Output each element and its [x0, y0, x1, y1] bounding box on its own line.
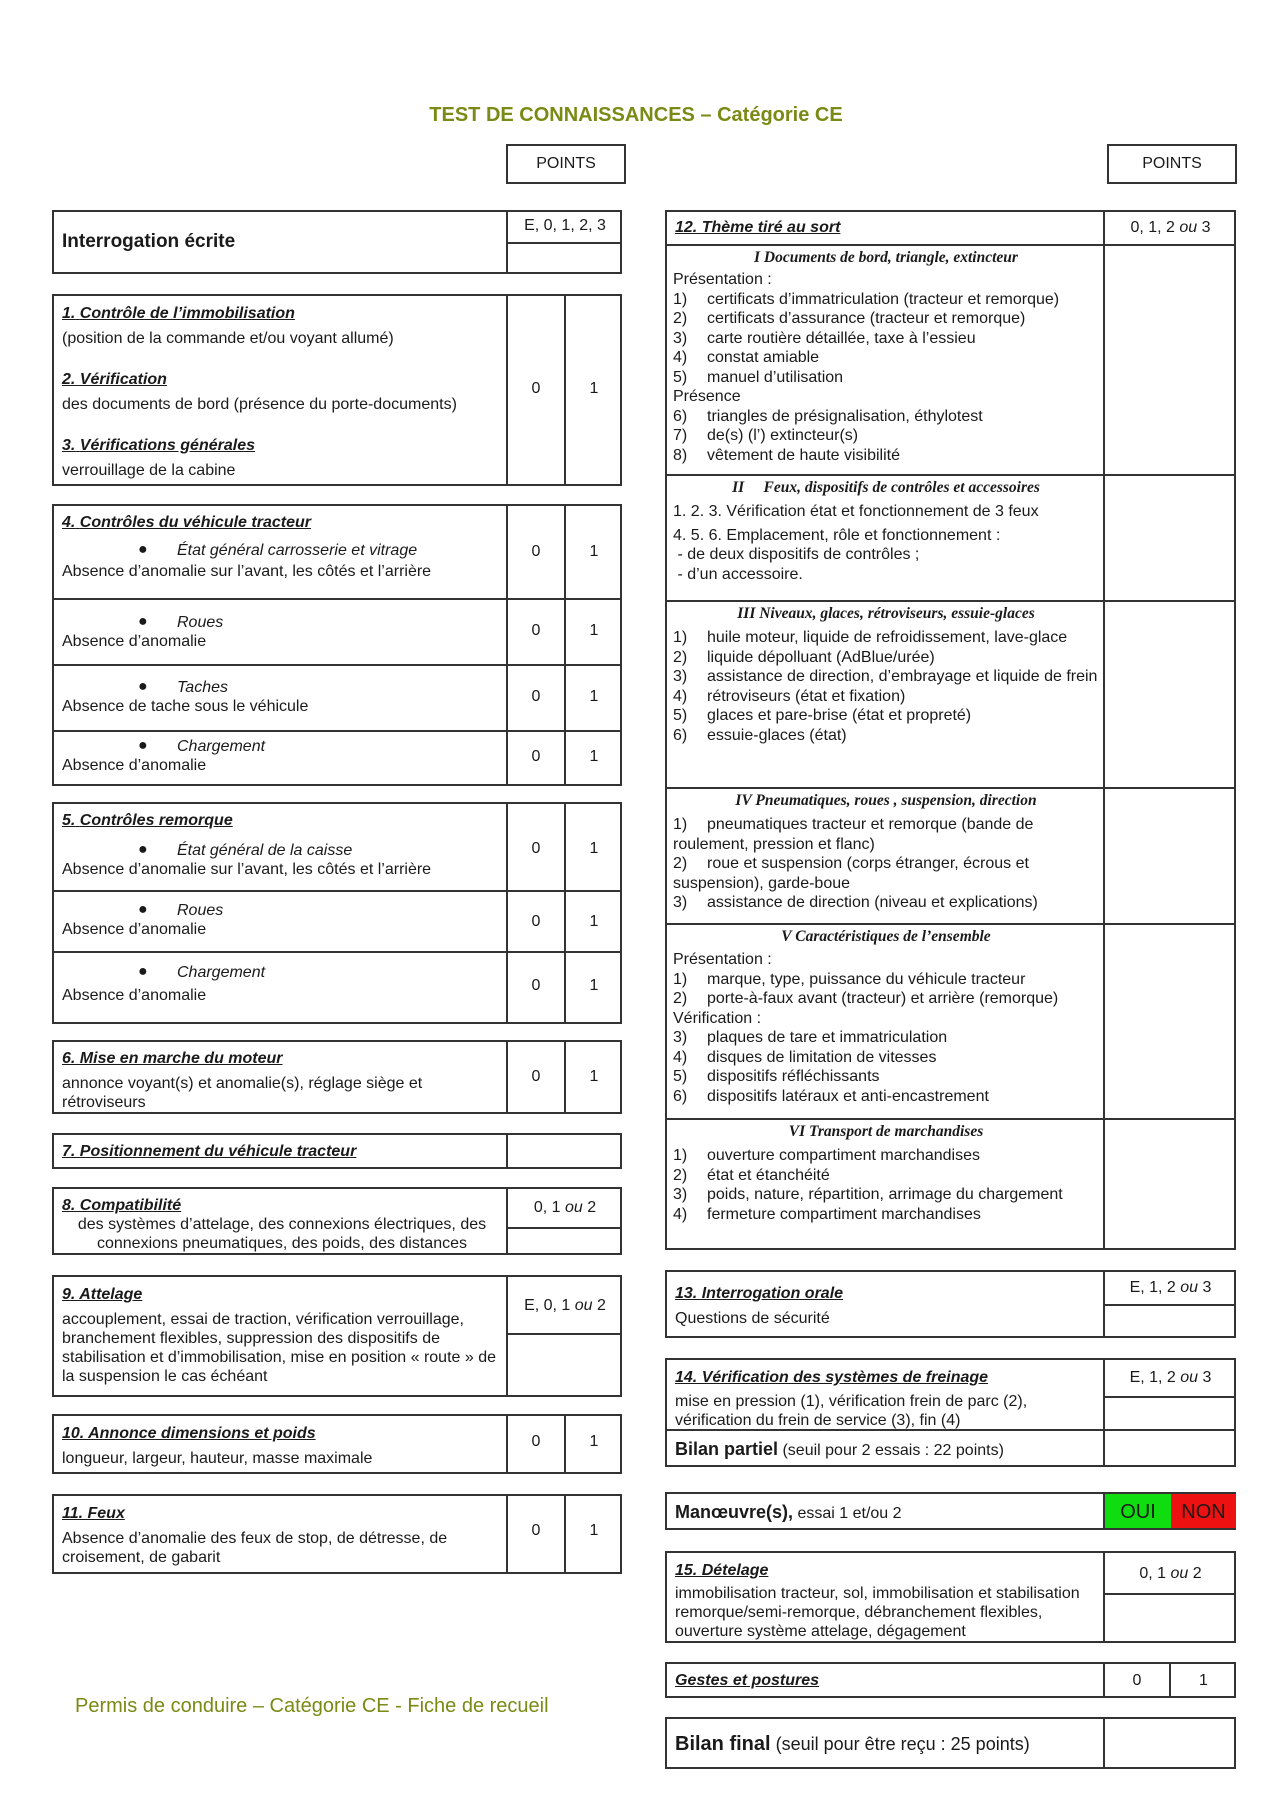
check-label: Roues	[177, 614, 224, 631]
points-header-left: POINTS	[506, 144, 626, 184]
uncoupling-score-field[interactable]	[1105, 1595, 1236, 1641]
score-1-option[interactable]: 1	[589, 622, 599, 639]
item-14-text: mise en pression (1), vérification frein de parc (2), vérification du frein de service (3), fin (4)	[675, 1393, 1028, 1429]
partial-total-field[interactable]	[1105, 1431, 1236, 1465]
item-3-text: verrouillage de la cabine	[62, 462, 236, 479]
item-11-heading: 11. Feux	[62, 1505, 125, 1522]
theme-section-3	[673, 604, 1099, 745]
item-15-heading: 15. Dételage	[675, 1562, 769, 1579]
gestures-heading: Gestes et postures	[675, 1672, 820, 1689]
theme-section-5	[673, 927, 1099, 1106]
theme-section-1	[673, 248, 1099, 465]
theme-line	[673, 1166, 1099, 1186]
written-test-scale: E, 0, 1, 2, 3	[524, 217, 606, 234]
item-15-text: immobilisation tracteur, sol, immobilisation et stabilisation remorque/semi-remorque, débranchement flexibles, ouverture système attelage, dégagement	[675, 1585, 1080, 1640]
line-text: assistance de direction (niveau et explications)	[707, 894, 1038, 911]
item-10-heading: 10. Annonce dimensions et poids	[62, 1425, 316, 1442]
theme-line	[673, 446, 1099, 466]
line-text: poids, nature, répartition, arrimage du chargement	[707, 1186, 1063, 1203]
theme-1-score-field[interactable]	[1105, 246, 1236, 474]
theme-line	[673, 706, 1099, 726]
brake-score-field[interactable]	[1105, 1398, 1236, 1432]
partial-total-label: Bilan partiel (seuil pour 2 essais : 22 points)	[675, 1439, 1004, 1459]
line-text: glaces et pare-brise (état et propreté)	[707, 707, 972, 724]
line-number: 1)	[673, 970, 688, 988]
line-number: 4)	[673, 349, 688, 366]
line-number: 8)	[673, 446, 688, 464]
theme-line	[673, 1205, 1099, 1225]
item-14-heading: 14. Vérification des systèmes de freinage	[675, 1369, 989, 1386]
theme-line	[673, 1048, 1099, 1068]
check-label: État général de la caisse	[177, 842, 353, 859]
check-text: Absence d’anomalie sur l’avant, les côtés et l’arrière	[62, 861, 432, 878]
line-text: assistance de direction, d’embrayage et liquide de frein	[707, 668, 1098, 685]
maneuver-label: Manœuvre(s), essai 1 et/ou 2	[675, 1502, 902, 1522]
line-number: 4)	[673, 1048, 688, 1066]
line-number: 2)	[673, 310, 688, 327]
score-0-option[interactable]: 0	[531, 748, 541, 765]
line-number: 3)	[673, 1186, 688, 1203]
line-number: 5)	[673, 707, 688, 724]
theme-line	[673, 1009, 1099, 1029]
score-0-option[interactable]: 0	[531, 913, 541, 930]
line-text: liquide dépolluant (AdBlue/urée)	[707, 648, 935, 666]
theme-line	[673, 1028, 1099, 1048]
line-number: 1)	[673, 290, 688, 308]
line-number: 2)	[673, 648, 688, 666]
bullet-icon: ●	[138, 737, 148, 754]
theme-section-2	[673, 478, 1099, 584]
line-number: 5)	[673, 1068, 688, 1085]
check-label: État général carrosserie et vitrage	[177, 542, 418, 559]
item-13-text: Questions de sécurité	[675, 1310, 830, 1327]
bullet-icon: ●	[138, 678, 148, 695]
item-12-scale: 0, 1, 2 ou 3	[1130, 219, 1211, 236]
line-text: Présence	[673, 388, 741, 405]
score-1-option[interactable]: 1	[589, 748, 599, 765]
positioning-box	[52, 1133, 622, 1169]
line-number: 2)	[673, 1166, 688, 1184]
section-title: III Niveaux, glaces, rétroviseurs, essuie-glaces	[737, 605, 1035, 622]
line-number: 4)	[673, 1205, 688, 1223]
theme-section-4	[673, 791, 1099, 913]
theme-line	[673, 950, 1099, 970]
item-9-text: accouplement, essai de traction, vérification verrouillage, branchement flexibles, suppression des dispositifs de stabilisation et d’immobilisation, mise en position « route » de la suspension le cas échéant	[62, 1311, 497, 1385]
line-text: dispositifs réfléchissants	[707, 1068, 880, 1085]
line-text: carte routière détaillée, taxe à l’essieu	[707, 329, 976, 347]
score-0-option[interactable]: 0	[531, 1068, 541, 1085]
line-number: 4)	[673, 687, 688, 705]
bullet-icon: ●	[138, 963, 148, 980]
line-number: 3)	[673, 329, 688, 347]
score-1-option[interactable]: 1	[589, 977, 599, 994]
line-number: 1)	[673, 1147, 688, 1164]
score-1-option[interactable]: 1	[589, 840, 599, 857]
line-text: Présentation :	[673, 271, 772, 288]
line-text: pneumatiques tracteur et remorque (bande de roulement, pression et flanc)	[673, 816, 1034, 853]
item-10-text: longueur, largeur, hauteur, masse maximale	[62, 1450, 373, 1467]
score-1-option[interactable]: 1	[589, 688, 599, 705]
line-number: 6)	[673, 726, 688, 744]
maneuver-box	[665, 1492, 1236, 1530]
footer-caption: Permis de conduire – Catégorie CE - Fiche de recueil	[75, 1695, 549, 1717]
theme-line	[673, 1146, 1099, 1166]
item-8-text: des systèmes d’attelage, des connexions électriques, des connexions pneumatiques, des poids, des distances	[77, 1216, 487, 1252]
coupling-box	[52, 1275, 622, 1397]
line-text: vêtement de haute visibilité	[707, 446, 900, 464]
item-8-heading: 8. Compatibilité	[62, 1197, 182, 1214]
line-text: état et étanchéité	[707, 1166, 830, 1184]
coupling-score-field[interactable]	[508, 1335, 622, 1395]
theme-3-score-field[interactable]	[1105, 602, 1236, 787]
written-test-title: Interrogation écrite	[62, 231, 236, 252]
score-0-option[interactable]: 0	[531, 543, 541, 560]
theme-6-score-field[interactable]	[1105, 1120, 1236, 1248]
lights-box	[52, 1494, 622, 1574]
check-label: Roues	[177, 902, 224, 919]
item-13-heading: 13. Interrogation orale	[675, 1285, 844, 1302]
section-title: VI Transport de marchandises	[788, 1123, 984, 1140]
theme-line	[673, 1067, 1099, 1087]
item-6-text: annonce voyant(s) et anomalie(s), réglage siège et rétroviseurs	[62, 1075, 423, 1111]
line-number: 1)	[673, 629, 688, 646]
score-1-option[interactable]: 1	[589, 1522, 599, 1539]
bullet-icon: ●	[138, 541, 148, 558]
theme-line	[673, 726, 1099, 746]
line-text: essuie-glaces (état)	[707, 726, 847, 744]
score-0-option[interactable]: 0	[531, 622, 541, 639]
score-1-option[interactable]: 1	[589, 1433, 599, 1450]
score-0-option[interactable]: 0	[531, 840, 541, 857]
score-0-option[interactable]: 0	[1132, 1672, 1142, 1689]
line-text: certificats d’immatriculation (tracteur et remorque)	[707, 290, 1060, 308]
line-text: - de deux dispositifs de contrôles ;	[673, 546, 920, 563]
bullet-icon: ●	[138, 613, 148, 630]
written-test-box	[52, 210, 622, 274]
theme-line	[673, 648, 1099, 668]
item-1-text: (position de la commande et/ou voyant allumé)	[62, 330, 394, 347]
line-text: - d’un accessoire.	[673, 565, 803, 583]
check-text: Absence d’anomalie	[62, 633, 207, 650]
theme-line	[673, 526, 1099, 546]
line-text: rétroviseurs (état et fixation)	[707, 687, 906, 705]
theme-line	[673, 1087, 1099, 1107]
theme-4-score-field[interactable]	[1105, 789, 1236, 923]
item-3-heading: 3. Vérifications générales	[62, 437, 255, 454]
check-text: Absence de tache sous le véhicule	[62, 698, 309, 715]
item-7-heading: 7. Positionnement du véhicule tracteur	[62, 1143, 357, 1160]
line-text: certificats d’assurance (tracteur et remorque)	[707, 310, 1026, 327]
check-text: Absence d’anomalie sur l’avant, les côtés et l’arrière	[62, 563, 432, 580]
theme-2-score-field[interactable]	[1105, 476, 1236, 600]
line-text: 4. 5. 6. Emplacement, rôle et fonctionnement :	[673, 526, 1001, 544]
line-text: Présentation :	[673, 951, 772, 968]
line-text: huile moteur, liquide de refroidissement, lave-glace	[707, 629, 1068, 646]
item-2-heading: 2. Vérification	[62, 371, 167, 388]
tractor-checks-box	[52, 504, 622, 786]
line-number: 3)	[673, 1029, 688, 1046]
line-text: manuel d’utilisation	[707, 368, 844, 386]
theme-line	[673, 667, 1099, 687]
line-text: fermeture compartiment marchandises	[707, 1205, 981, 1223]
final-total-label: Bilan final (seuil pour être reçu : 25 points)	[675, 1733, 1030, 1755]
check-label: Chargement	[177, 964, 266, 981]
line-text: 1. 2. 3. Vérification état et fonctionnement de 3 feux	[673, 503, 1039, 520]
check-text: Absence d’anomalie	[62, 757, 207, 774]
theme-section-6	[673, 1122, 1099, 1224]
line-text: de(s) (l’) extincteur(s)	[707, 427, 859, 444]
theme-line	[673, 893, 1099, 913]
theme-line	[673, 502, 1099, 522]
section-title: II Feux, dispositifs de contrôles et accessoires	[732, 479, 1040, 496]
item-8-scale: 0, 1 ou 2	[533, 1199, 597, 1216]
gestures-box	[665, 1662, 1236, 1698]
theme-line	[673, 270, 1099, 290]
oral-questions-box	[665, 1270, 1236, 1338]
line-number: 2)	[673, 990, 688, 1007]
score-0-option[interactable]: 0	[531, 380, 541, 397]
line-number: 6)	[673, 1087, 688, 1105]
theme-line	[673, 989, 1099, 1009]
check-text: Absence d’anomalie	[62, 921, 207, 938]
theme-line	[673, 1185, 1099, 1205]
score-1-option[interactable]: 1	[589, 543, 599, 560]
score-0-option[interactable]: 0	[531, 688, 541, 705]
line-text: disques de limitation de vitesses	[707, 1048, 937, 1066]
score-0-option[interactable]: 0	[531, 1433, 541, 1450]
line-text: porte-à-faux avant (tracteur) et arrière (remorque)	[707, 990, 1059, 1007]
maneuver-no-option[interactable]: NON	[1171, 1494, 1236, 1528]
score-0-option[interactable]: 0	[531, 1522, 541, 1539]
theme-line	[673, 426, 1099, 446]
item-6-heading: 6. Mise en marche du moteur	[62, 1050, 283, 1067]
theme-line	[673, 545, 1099, 565]
line-number: 7)	[673, 427, 688, 444]
line-number: 1)	[673, 816, 688, 833]
score-0-option[interactable]: 0	[531, 977, 541, 994]
theme-line	[673, 387, 1099, 407]
dimensions-box	[52, 1414, 622, 1474]
line-number: 2)	[673, 855, 688, 872]
section-title: V Caractéristiques de l’ensemble	[781, 928, 991, 945]
positioning-score-field[interactable]	[508, 1135, 622, 1167]
theme-line	[673, 309, 1099, 329]
line-text: plaques de tare et immatriculation	[707, 1029, 948, 1046]
line-number: 5)	[673, 368, 688, 386]
compatibility-box	[52, 1187, 622, 1255]
checks-1-3-box	[52, 294, 622, 486]
check-label: Taches	[177, 679, 228, 696]
line-text: marque, type, puissance du véhicule tracteur	[707, 970, 1026, 988]
points-header-right: POINTS	[1107, 144, 1237, 184]
theme-line	[673, 628, 1099, 648]
line-number: 6)	[673, 407, 688, 425]
line-text: constat amiable	[707, 349, 820, 366]
trailer-checks-box	[52, 802, 622, 1024]
maneuver-yes-option[interactable]: OUI	[1103, 1494, 1171, 1528]
theme-5-score-field[interactable]	[1105, 925, 1236, 1118]
brake-check-box	[665, 1358, 1236, 1434]
line-number: 3)	[673, 894, 688, 911]
line-text: triangles de présignalisation, éthylotest	[707, 407, 983, 425]
line-text: ouverture compartiment marchandises	[707, 1147, 981, 1164]
item-14-scale: E, 1, 2 ou 3	[1129, 1369, 1212, 1386]
theme-line	[673, 290, 1099, 310]
theme-line	[673, 854, 1099, 893]
item-15-scale: 0, 1 ou 2	[1139, 1565, 1202, 1582]
compatibility-score-field[interactable]	[508, 1229, 622, 1253]
item-2-text: des documents de bord (présence du porte-documents)	[62, 396, 457, 413]
score-1-option[interactable]: 1	[589, 913, 599, 930]
section-title: I Documents de bord, triangle, extincteur	[754, 249, 1018, 266]
theme-line	[673, 329, 1099, 349]
written-test-score-field[interactable]	[508, 244, 622, 272]
score-1-option[interactable]: 1	[589, 380, 599, 397]
item-5-heading: 5. Contrôles remorque	[62, 812, 233, 829]
theme-line	[673, 368, 1099, 388]
check-label: Chargement	[177, 738, 266, 755]
theme-line	[673, 687, 1099, 707]
bullet-icon: ●	[138, 901, 148, 918]
check-text: Absence d’anomalie	[62, 987, 207, 1004]
item-9-scale: E, 0, 1 ou 2	[524, 1297, 606, 1314]
score-1-option[interactable]: 1	[1199, 1672, 1208, 1689]
uncoupling-box	[665, 1551, 1236, 1643]
final-total-field[interactable]	[1105, 1719, 1236, 1767]
line-text: dispositifs latéraux et anti-encastrement	[707, 1087, 989, 1105]
oral-score-field[interactable]	[1105, 1306, 1236, 1336]
theme-line	[673, 815, 1099, 854]
theme-line	[673, 407, 1099, 427]
theme-line	[673, 565, 1099, 585]
score-1-option[interactable]: 1	[589, 1068, 599, 1085]
partial-total-box	[665, 1429, 1236, 1467]
section-title: IV Pneumatiques, roues , suspension, direction	[735, 792, 1037, 809]
item-11-text: Absence d’anomalie des feux de stop, de détresse, de croisement, de gabarit	[62, 1530, 448, 1566]
item-9-heading: 9. Attelage	[62, 1286, 143, 1303]
theme-line	[673, 348, 1099, 368]
random-theme-box	[665, 210, 1236, 1250]
theme-line	[673, 970, 1099, 990]
engine-start-box	[52, 1040, 622, 1114]
item-1-heading: 1. Contrôle de l’immobilisation	[62, 305, 295, 322]
line-text: Vérification :	[673, 1009, 762, 1027]
item-4-heading: 4. Contrôles du véhicule tracteur	[62, 514, 311, 531]
line-number: 3)	[673, 668, 688, 685]
item-12-heading: 12. Thème tiré au sort	[675, 219, 841, 236]
item-13-scale: E, 1, 2 ou 3	[1129, 1279, 1212, 1296]
page-title: TEST DE CONNAISSANCES – Catégorie CE	[429, 104, 843, 126]
line-text: roue et suspension (corps étranger, écrous et suspension), garde-boue	[673, 855, 1029, 892]
bullet-icon: ●	[138, 841, 148, 858]
final-total-box	[665, 1717, 1236, 1769]
